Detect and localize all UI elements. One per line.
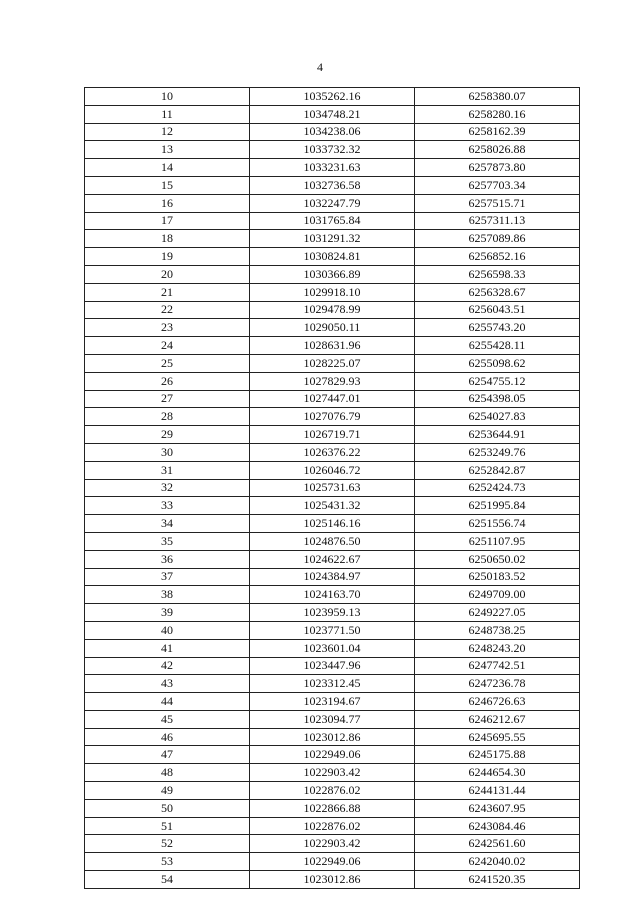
table-row [85,479,580,497]
table-row [85,764,580,782]
table-row [85,426,580,444]
x-coordinate-cell: 1032736.58 [250,176,415,194]
table-row [85,568,580,586]
table-row [85,871,580,889]
point-number-cell: 50 [85,799,250,817]
x-coordinate-cell: 1023094.77 [250,710,415,728]
table-row [85,337,580,355]
table-row [85,176,580,194]
y-coordinate-cell: 6254398.05 [415,390,580,408]
y-coordinate-cell: 6252842.87 [415,461,580,479]
y-coordinate-cell: 6257873.80 [415,159,580,177]
table-row [85,123,580,141]
point-number-cell: 39 [85,604,250,622]
table-row [85,799,580,817]
table-row [85,746,580,764]
y-coordinate-cell: 6246212.67 [415,710,580,728]
x-coordinate-cell: 1026719.71 [250,426,415,444]
table-row [85,283,580,301]
x-coordinate-cell: 1026046.72 [250,461,415,479]
y-coordinate-cell: 6251556.74 [415,515,580,533]
y-coordinate-cell: 6250650.02 [415,550,580,568]
y-coordinate-cell: 6256328.67 [415,283,580,301]
y-coordinate-cell: 6241520.35 [415,871,580,889]
table-row [85,835,580,853]
point-number-cell: 30 [85,443,250,461]
point-number-cell: 12 [85,123,250,141]
x-coordinate-cell: 1023771.50 [250,621,415,639]
table-row [85,301,580,319]
table-row [85,443,580,461]
x-coordinate-cell: 1022876.02 [250,782,415,800]
point-number-cell: 36 [85,550,250,568]
table-row [85,728,580,746]
y-coordinate-cell: 6256598.33 [415,265,580,283]
page-number: 4 [317,60,323,74]
y-coordinate-cell: 6258280.16 [415,105,580,123]
point-number-cell: 40 [85,621,250,639]
x-coordinate-cell: 1023312.45 [250,675,415,693]
table-row [85,550,580,568]
x-coordinate-cell: 1031291.32 [250,230,415,248]
point-number-cell: 26 [85,372,250,390]
x-coordinate-cell: 1025431.32 [250,497,415,515]
table-row [85,88,580,106]
y-coordinate-cell: 6242561.60 [415,835,580,853]
x-coordinate-cell: 1025146.16 [250,515,415,533]
point-number-cell: 44 [85,693,250,711]
point-number-cell: 53 [85,853,250,871]
x-coordinate-cell: 1030366.89 [250,265,415,283]
y-coordinate-cell: 6251107.95 [415,532,580,550]
x-coordinate-cell: 1033231.63 [250,159,415,177]
point-number-cell: 48 [85,764,250,782]
point-number-cell: 17 [85,212,250,230]
point-number-cell: 15 [85,176,250,194]
x-coordinate-cell: 1022903.42 [250,764,415,782]
point-number-cell: 49 [85,782,250,800]
point-number-cell: 24 [85,337,250,355]
x-coordinate-cell: 1025731.63 [250,479,415,497]
x-coordinate-cell: 1024876.50 [250,532,415,550]
y-coordinate-cell: 6257703.34 [415,176,580,194]
point-number-cell: 38 [85,586,250,604]
point-number-cell: 47 [85,746,250,764]
x-coordinate-cell: 1034238.06 [250,123,415,141]
x-coordinate-cell: 1027447.01 [250,390,415,408]
y-coordinate-cell: 6254027.83 [415,408,580,426]
y-coordinate-cell: 6255428.11 [415,337,580,355]
y-coordinate-cell: 6258026.88 [415,141,580,159]
table-row [85,390,580,408]
point-number-cell: 46 [85,728,250,746]
y-coordinate-cell: 6243084.46 [415,817,580,835]
table-row [85,621,580,639]
x-coordinate-cell: 1023012.86 [250,871,415,889]
y-coordinate-cell: 6255743.20 [415,319,580,337]
y-coordinate-cell: 6244654.30 [415,764,580,782]
point-number-cell: 25 [85,354,250,372]
y-coordinate-cell: 6256043.51 [415,301,580,319]
table-row [85,141,580,159]
y-coordinate-cell: 6255098.62 [415,354,580,372]
table-row [85,354,580,372]
x-coordinate-cell: 1027076.79 [250,408,415,426]
coordinates-table-body [85,88,580,889]
point-number-cell: 20 [85,265,250,283]
y-coordinate-cell: 6257515.71 [415,194,580,212]
y-coordinate-cell: 6252424.73 [415,479,580,497]
point-number-cell: 11 [85,105,250,123]
x-coordinate-cell: 1023012.86 [250,728,415,746]
point-number-cell: 16 [85,194,250,212]
y-coordinate-cell: 6253644.91 [415,426,580,444]
point-number-cell: 23 [85,319,250,337]
x-coordinate-cell: 1033732.32 [250,141,415,159]
x-coordinate-cell: 1022876.02 [250,817,415,835]
point-number-cell: 33 [85,497,250,515]
x-coordinate-cell: 1035262.16 [250,88,415,106]
table-row [85,105,580,123]
table-row [85,194,580,212]
coordinates-table [84,87,580,889]
point-number-cell: 34 [85,515,250,533]
table-row [85,408,580,426]
x-coordinate-cell: 1026376.22 [250,443,415,461]
point-number-cell: 18 [85,230,250,248]
x-coordinate-cell: 1023194.67 [250,693,415,711]
point-number-cell: 10 [85,88,250,106]
table-row [85,497,580,515]
table-row [85,586,580,604]
table-row [85,639,580,657]
y-coordinate-cell: 6249709.00 [415,586,580,604]
point-number-cell: 43 [85,675,250,693]
x-coordinate-cell: 1029050.11 [250,319,415,337]
point-number-cell: 27 [85,390,250,408]
y-coordinate-cell: 6249227.05 [415,604,580,622]
table-row [85,693,580,711]
table-row [85,604,580,622]
x-coordinate-cell: 1024163.70 [250,586,415,604]
y-coordinate-cell: 6245695.55 [415,728,580,746]
y-coordinate-cell: 6243607.95 [415,799,580,817]
table-row [85,248,580,266]
point-number-cell: 29 [85,426,250,444]
table-row [85,657,580,675]
table-row [85,817,580,835]
x-coordinate-cell: 1022949.06 [250,853,415,871]
x-coordinate-cell: 1024384.97 [250,568,415,586]
y-coordinate-cell: 6258162.39 [415,123,580,141]
y-coordinate-cell: 6253249.76 [415,443,580,461]
y-coordinate-cell: 6245175.88 [415,746,580,764]
y-coordinate-cell: 6257311.13 [415,212,580,230]
point-number-cell: 21 [85,283,250,301]
point-number-cell: 35 [85,532,250,550]
y-coordinate-cell: 6248738.25 [415,621,580,639]
x-coordinate-cell: 1022866.88 [250,799,415,817]
y-coordinate-cell: 6250183.52 [415,568,580,586]
point-number-cell: 19 [85,248,250,266]
point-number-cell: 13 [85,141,250,159]
point-number-cell: 37 [85,568,250,586]
table-row [85,319,580,337]
x-coordinate-cell: 1022903.42 [250,835,415,853]
table-row [85,675,580,693]
table-row [85,710,580,728]
table-row [85,461,580,479]
x-coordinate-cell: 1031765.84 [250,212,415,230]
x-coordinate-cell: 1024622.67 [250,550,415,568]
y-coordinate-cell: 6248243.20 [415,639,580,657]
x-coordinate-cell: 1029478.99 [250,301,415,319]
y-coordinate-cell: 6247236.78 [415,675,580,693]
point-number-cell: 51 [85,817,250,835]
y-coordinate-cell: 6247742.51 [415,657,580,675]
point-number-cell: 14 [85,159,250,177]
table-row [85,265,580,283]
x-coordinate-cell: 1023601.04 [250,639,415,657]
x-coordinate-cell: 1022949.06 [250,746,415,764]
table-row [85,159,580,177]
point-number-cell: 22 [85,301,250,319]
x-coordinate-cell: 1034748.21 [250,105,415,123]
point-number-cell: 32 [85,479,250,497]
x-coordinate-cell: 1030824.81 [250,248,415,266]
y-coordinate-cell: 6258380.07 [415,88,580,106]
y-coordinate-cell: 6244131.44 [415,782,580,800]
point-number-cell: 45 [85,710,250,728]
table-row [85,515,580,533]
x-coordinate-cell: 1028225.07 [250,354,415,372]
point-number-cell: 28 [85,408,250,426]
table-row [85,372,580,390]
table-row [85,230,580,248]
x-coordinate-cell: 1029918.10 [250,283,415,301]
y-coordinate-cell: 6254755.12 [415,372,580,390]
table-row [85,782,580,800]
point-number-cell: 42 [85,657,250,675]
y-coordinate-cell: 6257089.86 [415,230,580,248]
table-row [85,212,580,230]
y-coordinate-cell: 6246726.63 [415,693,580,711]
table-row [85,853,580,871]
table-row [85,532,580,550]
y-coordinate-cell: 6251995.84 [415,497,580,515]
y-coordinate-cell: 6242040.02 [415,853,580,871]
y-coordinate-cell: 6256852.16 [415,248,580,266]
x-coordinate-cell: 1027829.93 [250,372,415,390]
x-coordinate-cell: 1028631.96 [250,337,415,355]
point-number-cell: 41 [85,639,250,657]
x-coordinate-cell: 1032247.79 [250,194,415,212]
x-coordinate-cell: 1023447.96 [250,657,415,675]
point-number-cell: 52 [85,835,250,853]
x-coordinate-cell: 1023959.13 [250,604,415,622]
point-number-cell: 54 [85,871,250,889]
point-number-cell: 31 [85,461,250,479]
